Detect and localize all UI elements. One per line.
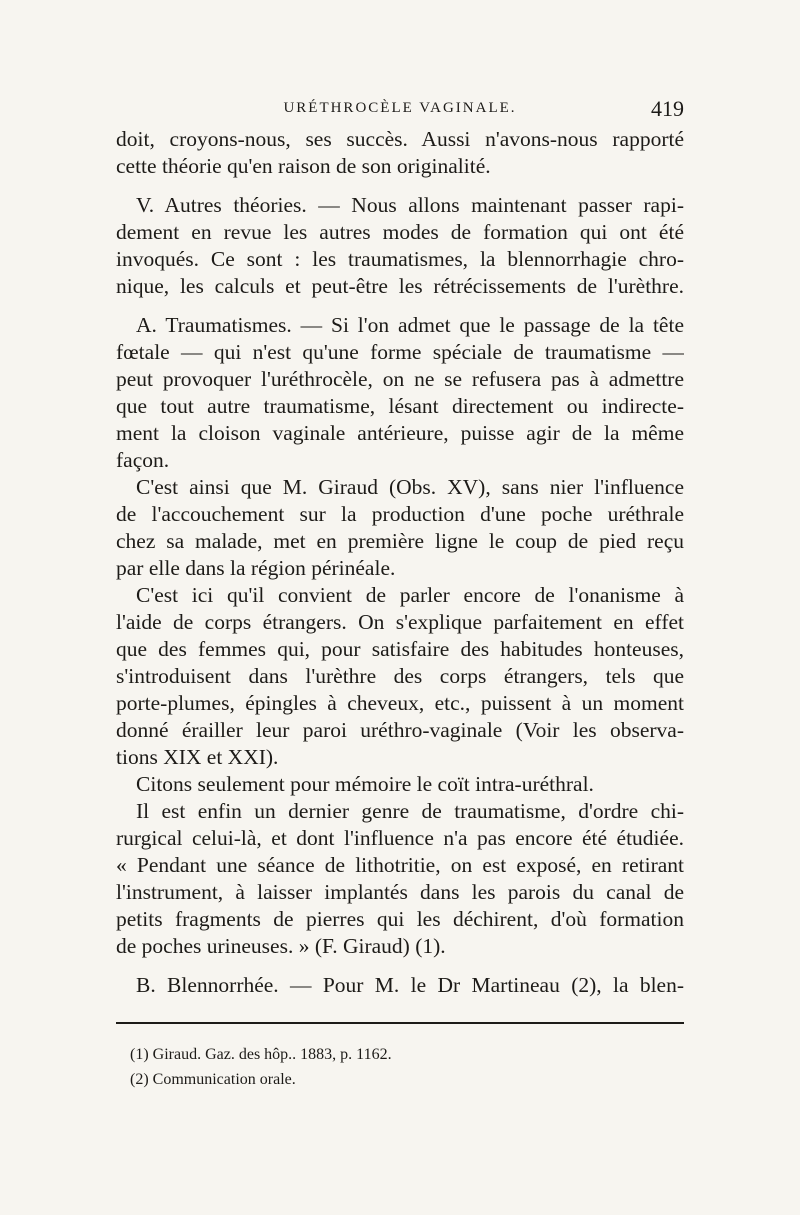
text-line: rurgical celui-là, et dont l'influence n'a pas encore été étudiée. bbox=[116, 826, 684, 850]
section-heading-line: B. Blennorrhée. — Pour M. le Dr Martineau (2), la blen- bbox=[136, 973, 684, 997]
text-line: C'est ainsi que M. Giraud (Obs. XV), sans nier l'influence bbox=[136, 475, 684, 499]
text-line: donné érailler leur paroi uréthro-vaginale (Voir les observa- bbox=[116, 718, 684, 742]
text-line: nique, les calculs et peut-être les rétrécissements de l'urèthre. bbox=[116, 274, 684, 298]
page-number: 419 bbox=[651, 96, 684, 121]
text-line: dement en revue les autres modes de formation qui ont été bbox=[116, 220, 684, 244]
text-line: ment la cloison vaginale antérieure, puisse agir de la même bbox=[116, 421, 684, 445]
section-heading-line: A. Traumatismes. — Si l'on admet que le passage de la tête bbox=[136, 313, 684, 337]
text-line: s'introduisent dans l'urèthre des corps étrangers, tels que bbox=[116, 664, 684, 688]
text-line: Il est enfin un dernier genre de traumatisme, d'ordre chi- bbox=[136, 799, 684, 823]
text-line: porte-plumes, épingles à cheveux, etc., puissent à un moment bbox=[116, 691, 684, 715]
footnotes bbox=[130, 1042, 670, 1092]
running-title: URÉTHROCÈLE VAGINALE. bbox=[283, 100, 517, 116]
text-line: cette théorie qu'en raison de son originalité. bbox=[116, 154, 491, 178]
running-head bbox=[116, 96, 684, 120]
text-line: que des femmes qui, pour satisfaire des habitudes honteuses, bbox=[116, 637, 684, 661]
text-line: de l'accouchement sur la production d'une poche uréthrale bbox=[116, 502, 684, 526]
text-line: peut provoquer l'uréthrocèle, on ne se refusera pas à admettre bbox=[116, 367, 684, 391]
text-line: l'instrument, à laisser implantés dans les parois du canal de bbox=[116, 880, 684, 904]
text-line: façon. bbox=[116, 448, 170, 472]
footnote: (1) Giraud. Gaz. des hôp.. 1883, p. 1162. bbox=[130, 1046, 392, 1063]
text-line: Citons seulement pour mémoire le coït intra-uréthral. bbox=[136, 772, 594, 796]
text-line: « Pendant une séance de lithotritie, on est exposé, en retirant bbox=[116, 853, 684, 877]
text-line: fœtale — qui n'est qu'une forme spéciale de traumatisme — bbox=[116, 340, 684, 364]
footnote-divider bbox=[116, 1022, 684, 1024]
section-heading-line: V. Autres théories. — Nous allons maintenant passer rapi- bbox=[136, 193, 684, 217]
text-line: l'aide de corps étrangers. On s'explique parfaitement en effet bbox=[116, 610, 684, 634]
text-line: tions XIX et XXI). bbox=[116, 745, 279, 769]
text-line: de poches urineuses. » (F. Giraud) (1). bbox=[116, 934, 446, 958]
text-line: petits fragments de pierres qui les déchirent, d'où formation bbox=[116, 907, 684, 931]
text-line: invoqués. Ce sont : les traumatismes, la blennorrhagie chro- bbox=[116, 247, 684, 271]
text-line: C'est ici qu'il convient de parler encore de l'onanisme à bbox=[136, 583, 684, 607]
text-line: que tout autre traumatisme, lésant directement ou indirecte- bbox=[116, 394, 684, 418]
text-line: doit, croyons-nous, ses succès. Aussi n'avons-nous rapporté bbox=[116, 127, 684, 151]
footnote: (2) Communication orale. bbox=[130, 1071, 296, 1088]
body-text bbox=[116, 126, 684, 999]
text-line: par elle dans la région périnéale. bbox=[116, 556, 396, 580]
text-line: chez sa malade, met en première ligne le coup de pied reçu bbox=[116, 529, 684, 553]
